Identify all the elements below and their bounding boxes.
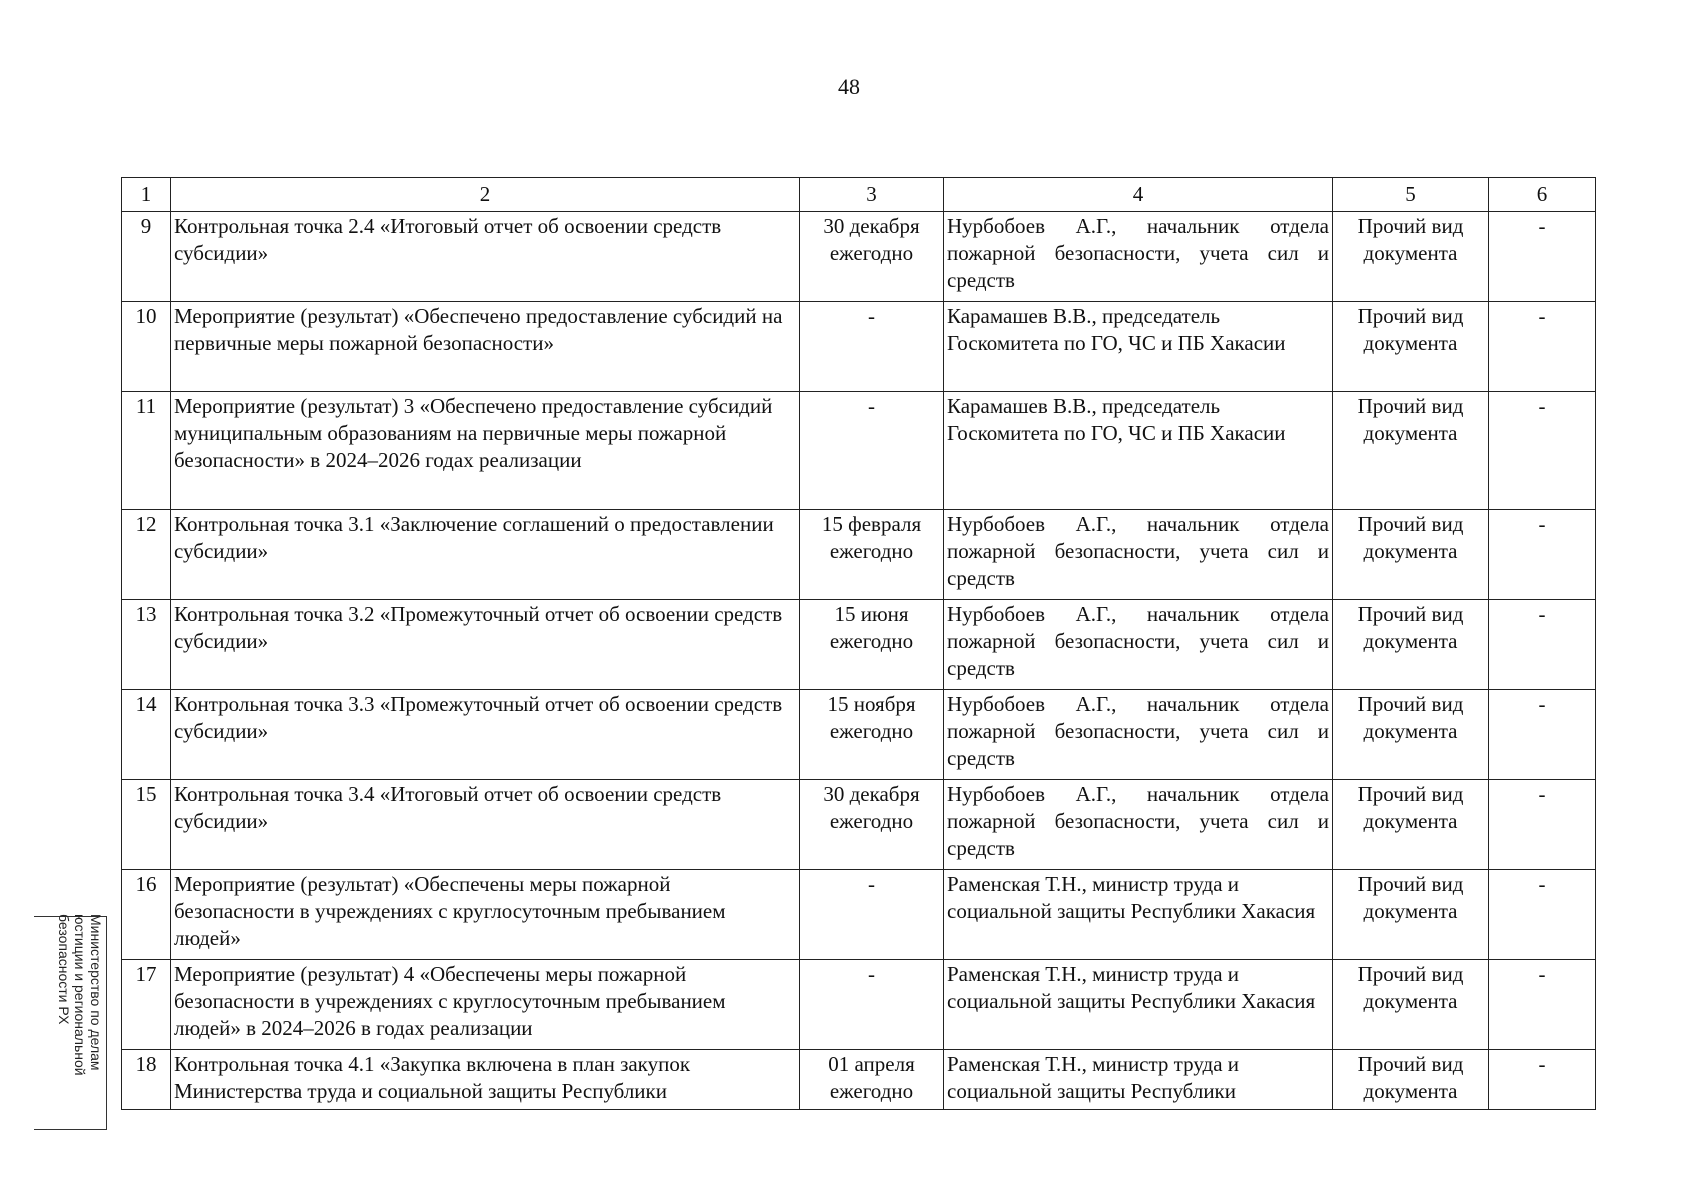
header-row (122, 178, 1596, 212)
row-number: 15 (122, 780, 171, 870)
row-responsible: Раменская Т.Н., министр труда и социальной защиты Республики Хакасия (944, 960, 1333, 1050)
row-date: 30 декабря ежегодно (800, 212, 944, 302)
header-col-1: 1 (122, 178, 171, 212)
row-responsible: Раменская Т.Н., министр труда и социальной защиты Республики (944, 1050, 1333, 1110)
header-col-5: 5 (1333, 178, 1489, 212)
row-number: 13 (122, 600, 171, 690)
row-note: - (1489, 302, 1596, 392)
row-responsible: Раменская Т.Н., министр труда и социальной защиты Республики Хакасия (944, 870, 1333, 960)
table-row (122, 690, 1596, 780)
row-document-kind: Прочий вид документа (1333, 212, 1489, 302)
row-number: 9 (122, 212, 171, 302)
row-document-kind: Прочий вид документа (1333, 960, 1489, 1050)
row-document-kind: Прочий вид документа (1333, 392, 1489, 510)
row-name: Контрольная точка 2.4 «Итоговый отчет об освоении средств субсидии» (171, 212, 800, 302)
table-row (122, 870, 1596, 960)
table-row (122, 302, 1596, 392)
row-responsible: Нурбобоев А.Г., начальник отдела пожарной безопасности, учета сил и средств (944, 780, 1333, 870)
row-note: - (1489, 600, 1596, 690)
row-note: - (1489, 212, 1596, 302)
row-name: Мероприятие (результат) 3 «Обеспечено предоставление субсидий муниципальным образованиям на первичные меры пожарной безопасности» в 2024–2026 годах реализации (171, 392, 800, 510)
row-document-kind: Прочий вид документа (1333, 870, 1489, 960)
table-row (122, 392, 1596, 510)
row-number: 11 (122, 392, 171, 510)
table-row (122, 510, 1596, 600)
row-date: 01 апреля ежегодно (800, 1050, 944, 1110)
row-responsible: Нурбобоев А.Г., начальник отдела пожарной безопасности, учета сил и средств (944, 510, 1333, 600)
row-name: Контрольная точка 3.2 «Промежуточный отчет об освоении средств субсидии» (171, 600, 800, 690)
row-document-kind: Прочий вид документа (1333, 780, 1489, 870)
row-number: 10 (122, 302, 171, 392)
row-note: - (1489, 510, 1596, 600)
table-row (122, 780, 1596, 870)
row-responsible: Нурбобоев А.Г., начальник отдела пожарной безопасности, учета сил и средств (944, 690, 1333, 780)
row-date: - (800, 302, 944, 392)
stamp-line-3: безопасности РХ (56, 914, 72, 1025)
row-date: 30 декабря ежегодно (800, 780, 944, 870)
header-col-4: 4 (944, 178, 1333, 212)
registration-stamp-text (56, 914, 104, 1134)
page-number: 48 (838, 74, 860, 99)
row-name: Мероприятие (результат) «Обеспечены меры пожарной безопасности в учреждениях с круглосуточным пребыванием людей» (171, 870, 800, 960)
row-note: - (1489, 392, 1596, 510)
table-row (122, 600, 1596, 690)
row-document-kind: Прочий вид документа (1333, 690, 1489, 780)
table-row (122, 212, 1596, 302)
plan-table (121, 177, 1596, 1110)
row-date: - (800, 960, 944, 1050)
header-col-2: 2 (171, 178, 800, 212)
table-row (122, 1050, 1596, 1110)
row-date: 15 февраля ежегодно (800, 510, 944, 600)
stamp-line-2: юстиции и региональной (72, 914, 88, 1076)
row-number: 16 (122, 870, 171, 960)
row-responsible: Нурбобоев А.Г., начальник отдела пожарной безопасности, учета сил и средств (944, 212, 1333, 302)
row-document-kind: Прочий вид документа (1333, 600, 1489, 690)
row-document-kind: Прочий вид документа (1333, 510, 1489, 600)
row-responsible: Карамашев В.В., председатель Госкомитета по ГО, ЧС и ПБ Хакасии (944, 302, 1333, 392)
header-col-6: 6 (1489, 178, 1596, 212)
row-name: Контрольная точка 3.3 «Промежуточный отчет об освоении средств субсидии» (171, 690, 800, 780)
row-note: - (1489, 780, 1596, 870)
row-note: - (1489, 690, 1596, 780)
row-note: - (1489, 1050, 1596, 1110)
row-number: 12 (122, 510, 171, 600)
header-col-3: 3 (800, 178, 944, 212)
row-name: Мероприятие (результат) «Обеспечено предоставление субсидий на первичные меры пожарной безопасности» (171, 302, 800, 392)
row-name: Контрольная точка 3.1 «Заключение соглашений о предоставлении субсидии» (171, 510, 800, 600)
row-document-kind: Прочий вид документа (1333, 1050, 1489, 1110)
row-date: - (800, 392, 944, 510)
row-note: - (1489, 960, 1596, 1050)
stamp-line-1: Министерство по делам (88, 914, 104, 1071)
row-number: 18 (122, 1050, 171, 1110)
row-date: 15 ноября ежегодно (800, 690, 944, 780)
row-name: Контрольная точка 4.1 «Закупка включена в план закупок Министерства труда и социальной защиты Республики (171, 1050, 800, 1110)
row-document-kind: Прочий вид документа (1333, 302, 1489, 392)
row-date: - (800, 870, 944, 960)
table-row (122, 960, 1596, 1050)
row-responsible: Карамашев В.В., председатель Госкомитета по ГО, ЧС и ПБ Хакасии (944, 392, 1333, 510)
row-date: 15 июня ежегодно (800, 600, 944, 690)
row-name: Мероприятие (результат) 4 «Обеспечены меры пожарной безопасности в учреждениях с круглосуточным пребыванием людей» в 2024–2026 в годах реализации (171, 960, 800, 1050)
row-number: 17 (122, 960, 171, 1050)
row-responsible: Нурбобоев А.Г., начальник отдела пожарной безопасности, учета сил и средств (944, 600, 1333, 690)
row-number: 14 (122, 690, 171, 780)
row-name: Контрольная точка 3.4 «Итоговый отчет об освоении средств субсидии» (171, 780, 800, 870)
row-note: - (1489, 870, 1596, 960)
